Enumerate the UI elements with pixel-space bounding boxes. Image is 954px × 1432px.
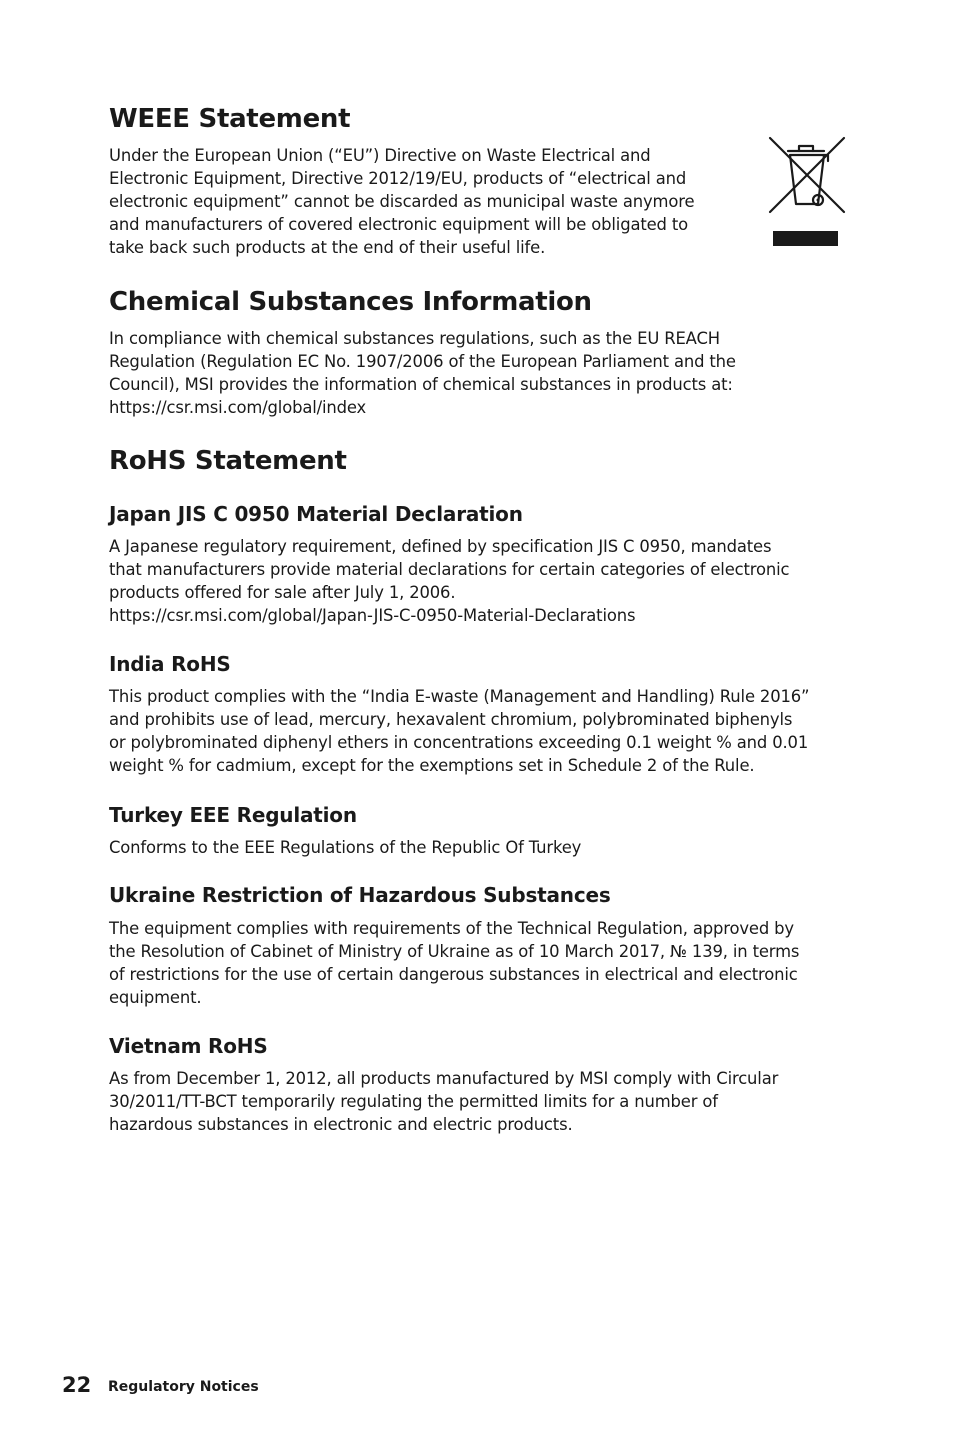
page-number: 22 <box>62 1373 92 1397</box>
turkey-paragraph <box>109 836 581 859</box>
chemical-heading: Chemical Substances Information <box>109 287 592 317</box>
crossed-out-wheelie-bin-icon <box>766 134 848 248</box>
ukraine-paragraph <box>109 917 799 1009</box>
text-line: As from December 1, 2012, all products manufactured by MSI comply with Circular <box>109 1069 779 1088</box>
text-line: and prohibits use of lead, mercury, hexavalent chromium, polybrominated biphenyls <box>109 710 793 729</box>
text-line: Electronic Equipment, Directive 2012/19/EU, products of “electrical and <box>109 169 687 188</box>
rohs-heading: RoHS Statement <box>109 446 347 476</box>
text-line: Council), MSI provides the information of chemical substances in products at: <box>109 375 733 394</box>
weee-paragraph <box>109 144 694 259</box>
chemical-url: https://csr.msi.com/global/index <box>109 398 367 417</box>
text-line: that manufacturers provide material declarations for certain categories of electronic <box>109 560 790 579</box>
text-line: 30/2011/TT-BCT temporarily regulating the permitted limits for a number of <box>109 1092 718 1111</box>
text-line: products offered for sale after July 1, 2006. <box>109 583 456 602</box>
india-paragraph <box>109 685 809 777</box>
chemical-paragraph <box>109 327 736 419</box>
text-line: A Japanese regulatory requirement, defined by specification JIS C 0950, mandates <box>109 537 772 556</box>
text-line: Conforms to the EEE Regulations of the Republic Of Turkey <box>109 838 582 857</box>
india-heading: India RoHS <box>109 652 231 676</box>
text-line: This product complies with the “India E-waste (Management and Handling) Rule 2016” <box>109 687 810 706</box>
text-line: The equipment complies with requirements of the Technical Regulation, approved by <box>109 919 794 938</box>
ukraine-heading: Ukraine Restriction of Hazardous Substances <box>109 883 611 907</box>
vietnam-heading: Vietnam RoHS <box>109 1034 268 1058</box>
text-line: hazardous substances in electronic and electric products. <box>109 1115 573 1134</box>
text-line: take back such products at the end of their useful life. <box>109 238 546 257</box>
vietnam-paragraph <box>109 1067 778 1136</box>
text-line: of restrictions for the use of certain dangerous substances in electrical and electronic <box>109 965 798 984</box>
text-line: equipment. <box>109 988 202 1007</box>
weee-heading: WEEE Statement <box>109 104 351 134</box>
footer-title: Regulatory Notices <box>108 1379 259 1395</box>
text-line: Regulation (Regulation EC No. 1907/2006 of the European Parliament and the <box>109 352 736 371</box>
text-line: In compliance with chemical substances regulations, such as the EU REACH <box>109 329 720 348</box>
japan-heading: Japan JIS C 0950 Material Declaration <box>109 502 523 526</box>
text-line: the Resolution of Cabinet of Ministry of Ukraine as of 10 March 2017, № 139, in terms <box>109 942 800 961</box>
japan-url: https://csr.msi.com/global/Japan-JIS-C-0950-Material-Declarations <box>109 606 636 625</box>
text-line: electronic equipment” cannot be discarded as municipal waste anymore <box>109 192 695 211</box>
text-line: Under the European Union (“EU”) Directive on Waste Electrical and <box>109 146 651 165</box>
japan-paragraph <box>109 535 789 627</box>
text-line: or polybrominated diphenyl ethers in concentrations exceeding 0.1 weight % and 0.01 <box>109 733 809 752</box>
turkey-heading: Turkey EEE Regulation <box>109 803 357 827</box>
text-line: weight % for cadmium, except for the exemptions set in Schedule 2 of the Rule. <box>109 756 755 775</box>
text-line: and manufacturers of covered electronic equipment will be obligated to <box>109 215 689 234</box>
